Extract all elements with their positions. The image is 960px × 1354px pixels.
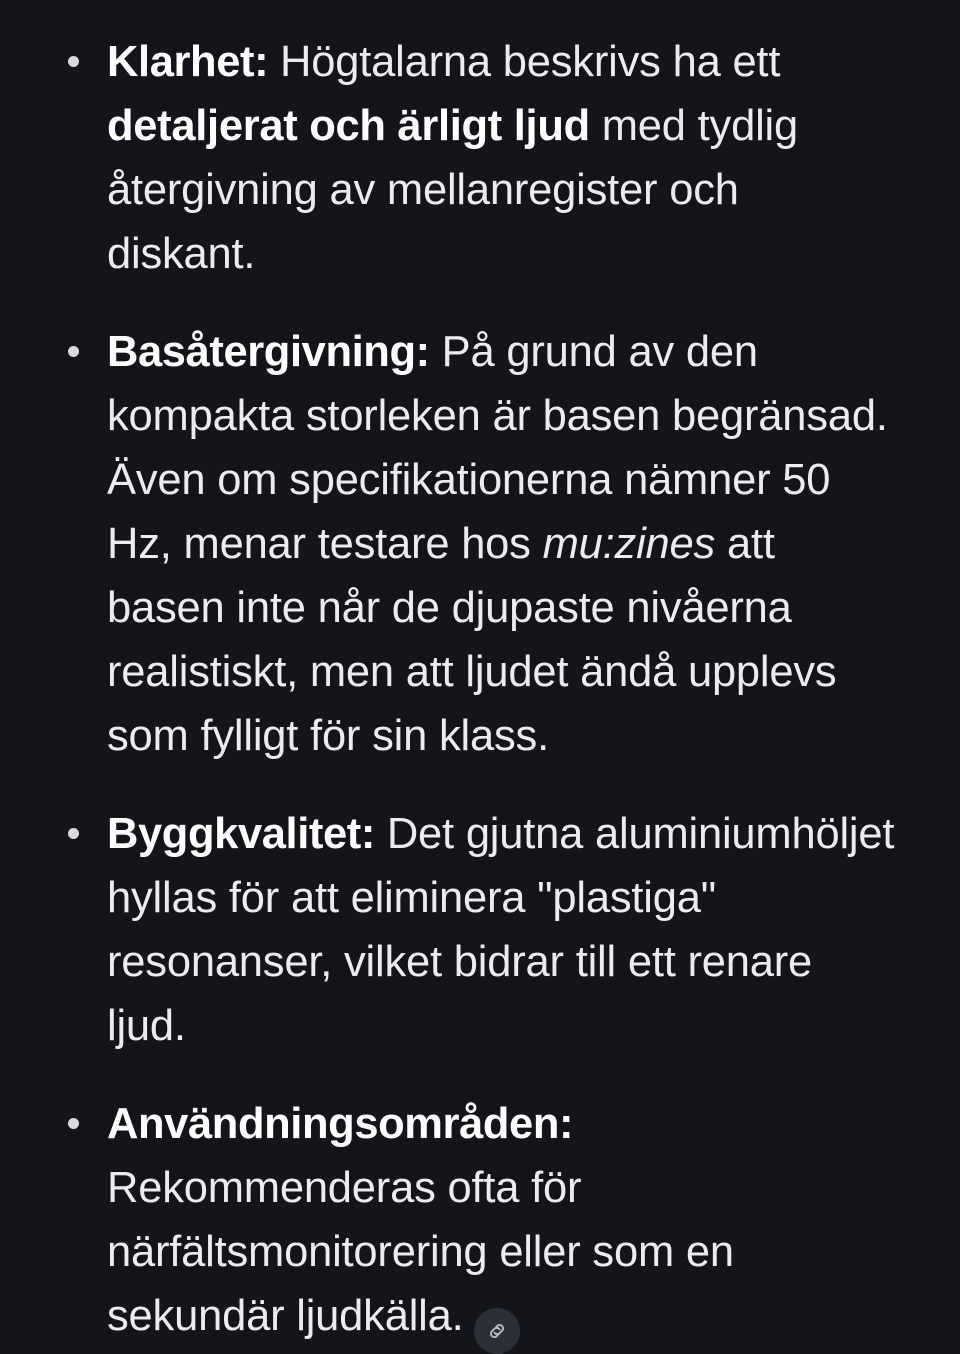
bullet-label: Klarhet: [107, 38, 269, 86]
list-item [62, 802, 898, 1058]
link-icon [485, 1319, 509, 1343]
bullet-dot-icon [68, 346, 79, 357]
list-item [62, 1092, 898, 1354]
bullet-dot-icon [68, 828, 79, 839]
bullet-label: Användningsområden: [107, 1100, 574, 1148]
bullet-dot-icon [68, 56, 79, 67]
bullet-strong-phrase: detaljerat och ärligt ljud [107, 102, 590, 150]
bullet-dot-icon [68, 1118, 79, 1129]
bullet-text-part-1: Högtalarna beskrivs ha ett [268, 38, 781, 86]
bullet-text-part-1: På grund av den kompakta storleken är basen begränsad. Även om specifikationerna nämner 50 Hz, menar testare hos [107, 328, 888, 568]
bullet-text-part-1: Det gjutna aluminiumhöljet hyllas för att eliminera "plastiga" resonanser, vilket bidrar till ett renare ljud. [107, 810, 895, 1050]
bullet-text-part-2: med tydlig återgivning av mellanregister och diskant. [107, 102, 799, 278]
bullet-text-part-2: att basen inte når de djupaste nivåerna realistiskt, men att ljudet ändå upplevs som fylligt för sin klass. [107, 520, 837, 760]
list-item [62, 320, 898, 768]
list-item [62, 30, 898, 286]
bullet-text-part-1: Rekommenderas ofta för närfältsmonitorering eller som en sekundär ljudkälla. [107, 1164, 734, 1340]
bullet-list [62, 30, 898, 1354]
citation-link-button[interactable] [474, 1308, 520, 1354]
bullet-label: Byggkvalitet: [107, 810, 375, 858]
bullet-italic-phrase: mu:zines [542, 520, 716, 568]
bullet-label: Basåtergivning: [107, 328, 430, 376]
